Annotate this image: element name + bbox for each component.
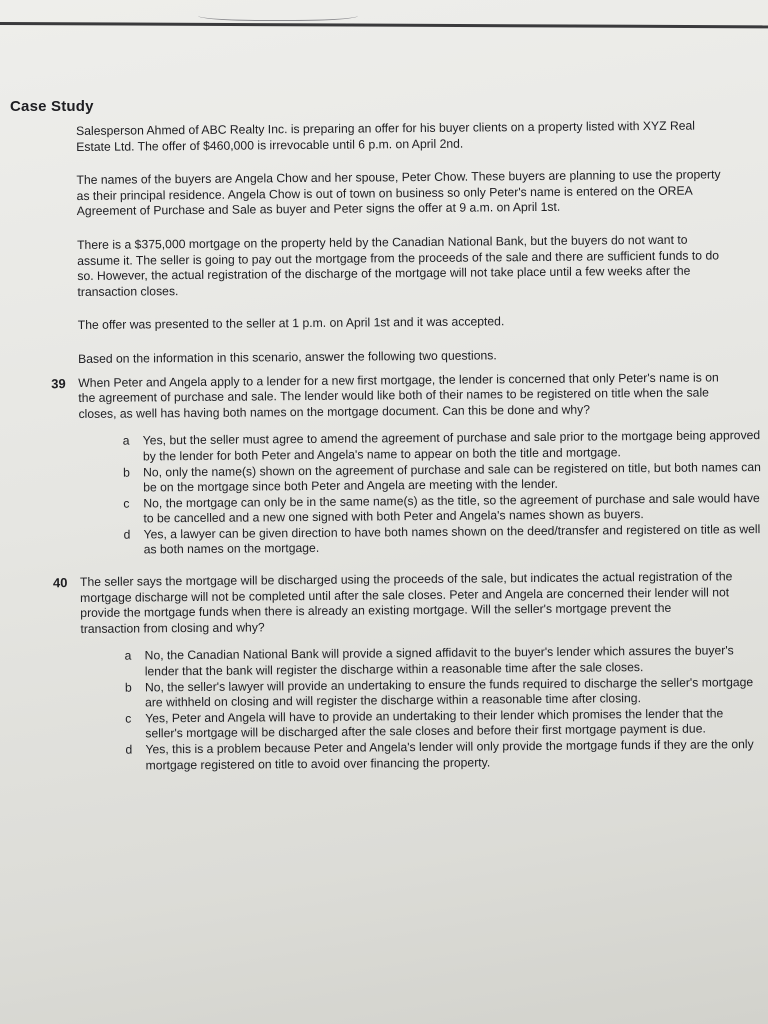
scenario-paragraph-1: Salesperson Ahmed of ABC Realty Inc. is preparing an offer for his buyer clients on a property listed with XYZ Real Estate Ltd. The offer of $460,000 is irrevocable until 6 p.m. on April 2nd. <box>76 118 696 154</box>
question-text: The seller says the mortgage will be discharged using the proceeds of the sale, but indicates the actual registration of the mortgage discharge will not be completed until after the sale closes. Peter and Angela are concerned their lender will not provide the mortgage funds when there is already an existing mortgage. Will the seller's mortgage prevent the transaction from closing and why? <box>79 569 733 636</box>
question-number: 39 <box>51 375 66 391</box>
option-text: No, only the name(s) shown on the agreement of purchase and sale can be registered on title, but both names can be on the mortgage since both Peter and Angela are meeting with the lender. <box>142 459 761 495</box>
option-text: No, the mortgage can only be in the same name(s) as the title, so the agreement of purchase and sale would have to be cancelled and a new one signed with both Peter and Angela's names shown as buyers. <box>143 490 760 526</box>
case-study-content <box>51 118 761 790</box>
question-40 <box>52 569 754 774</box>
option-letter: d <box>123 527 131 542</box>
question-text: When Peter and Angela apply to a lender for a new first mortgage, the lender is concerned that only Peter's name is on the agreement of purchase and sale. The lender would like both of their names to be registered on title when the sale closes, as well has having both names on the mortgage document. Can this be done and why? <box>78 369 719 421</box>
option-letter: c <box>125 711 132 726</box>
option-text: Yes, this is a problem because Peter and Angela's lender will only provide the mortgage funds if they are the only mortgage registered on title to avoid over financing the property. <box>145 737 754 773</box>
top-rule <box>0 0 768 28</box>
option-text: Yes, a lawyer can be given direction to have both names shown on the deed/transfer and registered on title as well as both names on the mortgage. <box>143 521 761 557</box>
option-text: Yes, but the seller must agree to amend the agreement of purchase and sale prior to the mortgage being approved by the lender for both Peter and Angela's name to appear on both the title and mortgage. <box>142 428 761 464</box>
answer-options <box>122 428 762 558</box>
pen-mark <box>198 8 358 21</box>
option-text: Yes, Peter and Angela will have to provide an undertaking to their lender which promises the lender that the seller's mortgage will be discharged after the sale closes and before their first mortgage payment is due. <box>145 706 724 741</box>
option-letter: a <box>124 648 132 664</box>
question-39 <box>51 369 761 559</box>
option-letter: a <box>122 433 130 448</box>
scenario-paragraph-3: There is a $375,000 mortgage on the property held by the Canadian National Bank, but the buyers do not want to assume it. The seller is going to pay out the mortgage from the proceeds of the sale and there are sufficient funds to do so. However, the actual registration of the discharge of the mortgage will not take place until a few weeks after the transaction closes. <box>76 232 720 299</box>
option-text: No, the Canadian National Bank will provide a signed affidavit to the buyer's lender which assures the buyer's lender that the bank will register the discharge within a reasonable time after the sale closes. <box>144 643 734 679</box>
option-letter: b <box>122 465 130 480</box>
option-letter: b <box>124 680 132 695</box>
option-letter: c <box>123 496 130 511</box>
answer-option-d <box>123 521 762 559</box>
question-number: 40 <box>52 575 68 591</box>
option-letter: d <box>125 742 133 757</box>
case-study-heading: Case Study <box>10 98 94 115</box>
answer-options <box>124 643 764 773</box>
questions-prompt: Based on the information in this scenario, answer the following two questions. <box>77 348 497 366</box>
scenario-paragraph-4: The offer was presented to the seller at 1 p.m. on April 1st and it was accepted. <box>77 314 505 333</box>
option-text: No, the seller's lawyer will provide an undertaking to ensure the funds required to discharge the seller's mortgage are withheld on closing and will register the discharge within a reasonable time after closing. <box>144 674 754 710</box>
scenario-paragraph-2: The names of the buyers are Angela Chow and her spouse, Peter Chow. These buyers are planning to use the property as their principal residence. Angela Chow is out of town on business so only Peter's name is entered on the OREA Agreement of Purchase and Sale as buyer and Peter signs the offer at 9 a.m. on April 1st. <box>76 167 721 219</box>
answer-option-d <box>125 737 763 774</box>
